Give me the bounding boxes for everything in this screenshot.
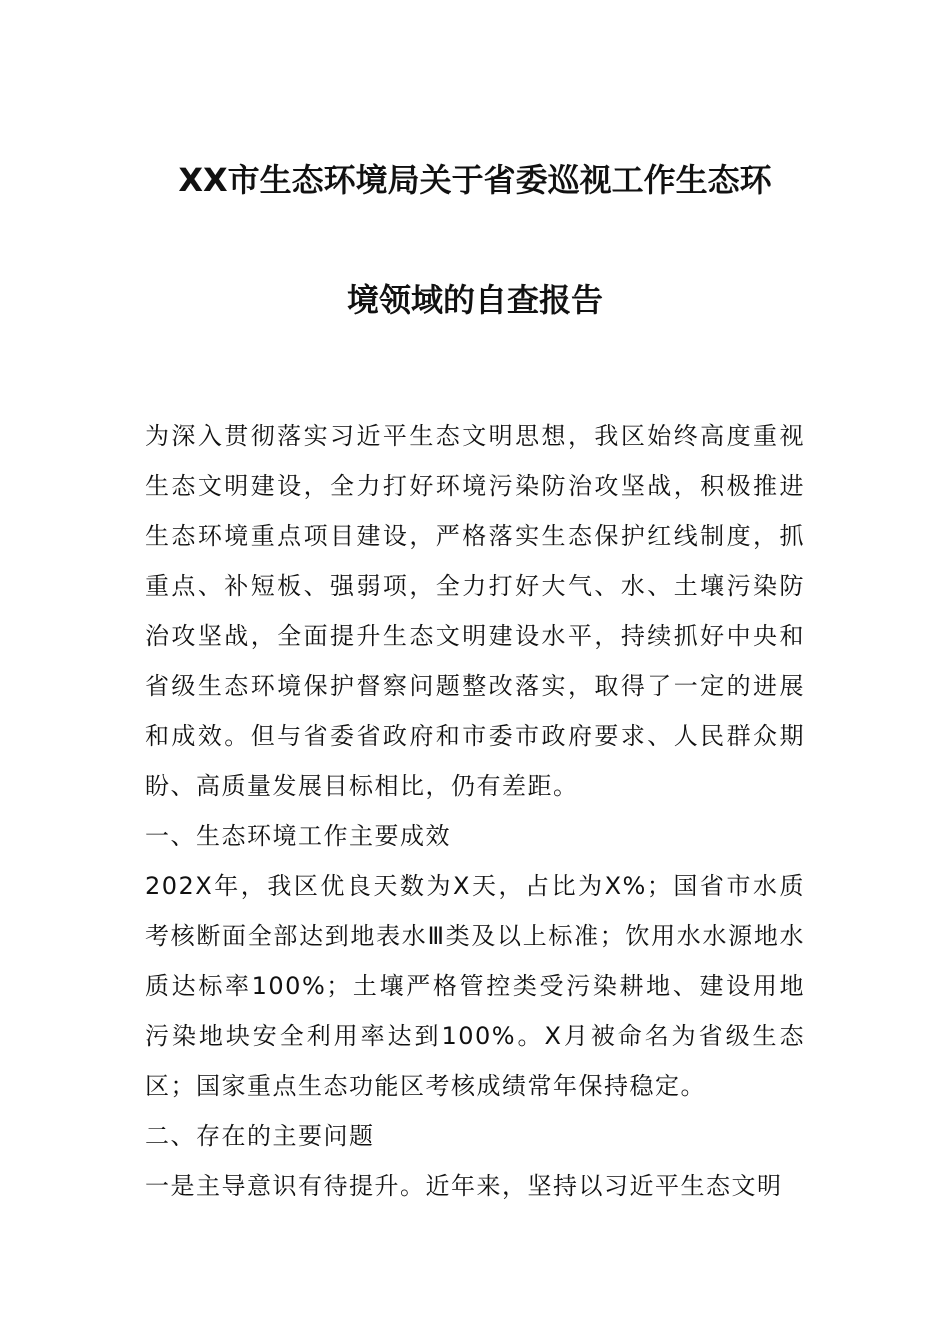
section-heading-problems: 二、存在的主要问题 bbox=[145, 1122, 375, 1150]
problems-paragraph: 一是主导意识有待提升。近年来，坚持以习近平生态文明 bbox=[145, 1172, 783, 1200]
intro-paragraph: 为深入贯彻落实习近平生态文明思想，我区始终高度重视生态文明建设，全力打好环境污染防治攻坚战，积极推进生态环境重点项目建设，严格落实生态保护红线制度，抓重点、补短板、强弱项，全力打好大气、水、土壤污染防治攻坚战，全面提升生态文明建设水平，持续抓好中央和省级生态环境保护督察问题整改落实，取得了一定的进展和成效。但与省委省政府和市委市政府要求、人民群众期盼、高质量发展目标相比，仍有差距。 bbox=[145, 422, 805, 800]
document-title-line-1: XX市生态环境局关于省委巡视工作生态环 bbox=[178, 161, 772, 199]
section-heading-achievements: 一、生态环境工作主要成效 bbox=[145, 822, 451, 850]
document-title-line-2: 境领域的自查报告 bbox=[346, 281, 603, 319]
document-body bbox=[145, 411, 805, 1211]
achievements-paragraph: 202X年，我区优良天数为X天，占比为X%；国省市水质考核断面全部达到地表水Ⅲ类及以上标准；饮用水水源地水质达标率100%；土壤严格管控类受污染耕地、建设用地污染地块安全利用率达到100%。X月被命名为省级生态区；国家重点生态功能区考核成绩常年保持稳定。 bbox=[145, 872, 805, 1100]
